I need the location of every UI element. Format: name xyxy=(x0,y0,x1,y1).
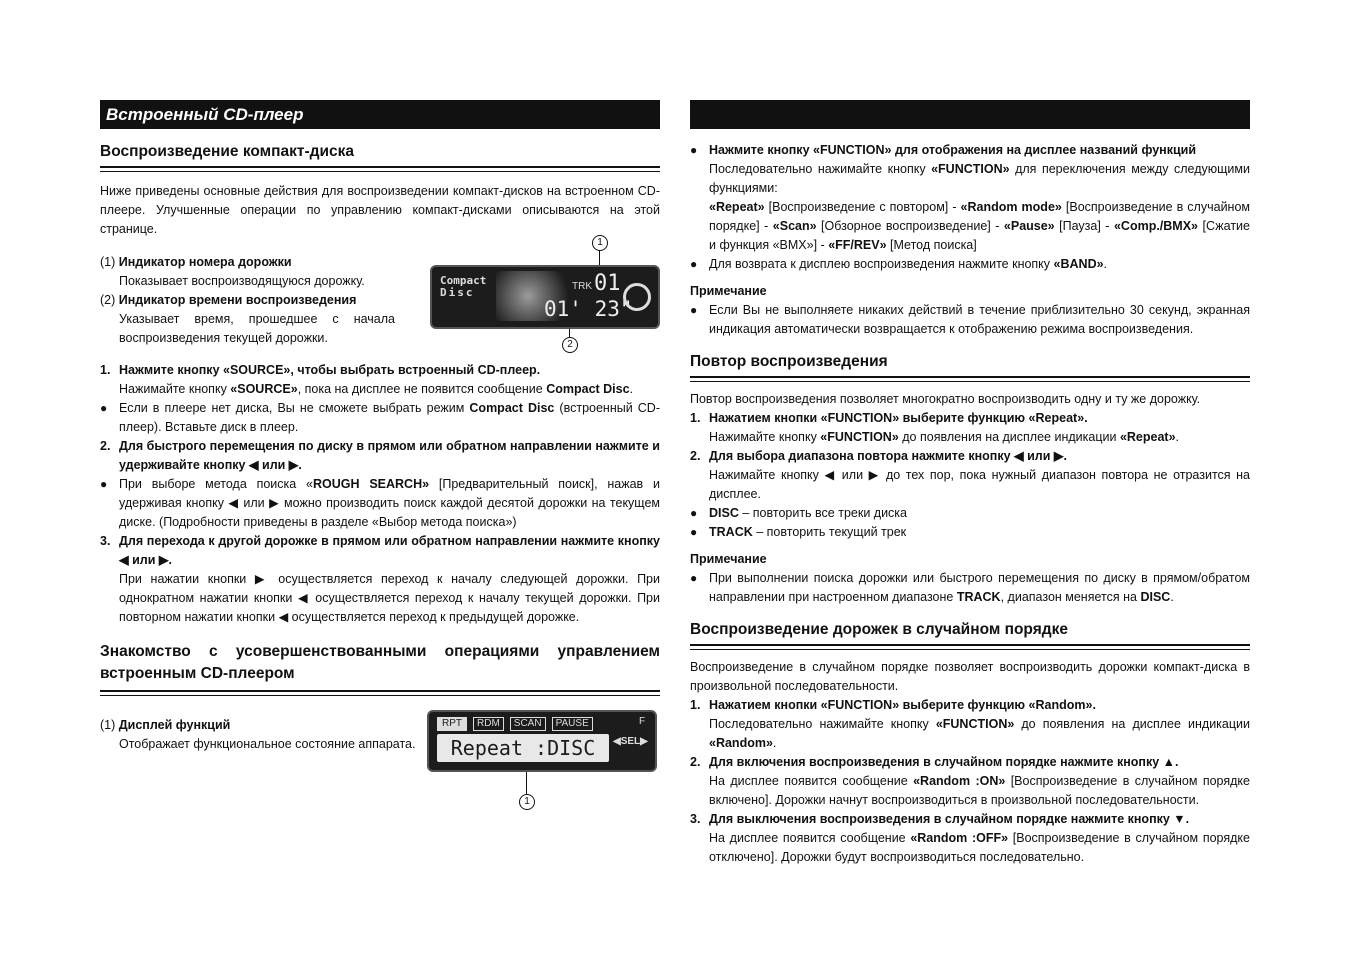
fd-title: Дисплей функций xyxy=(118,718,231,732)
tab-pause: PAUSE xyxy=(552,717,593,731)
random-intro: Воспроизведение в случайном порядке позволяет воспроизводить дорожки компакт-диска в произвольной последовательности. xyxy=(690,660,1250,693)
note-2: ● При выполнении поиска дорожки или быстрого перемещения по диску в прямом/обратом направлении при настроенном диапазоне TRACK, диапазон меняется на DISC. xyxy=(690,571,1250,604)
repeat-intro: Повтор воспроизведения позволяет многократно воспроизводить одну и ту же дорожку. xyxy=(690,392,1201,406)
callout-2-bottom: 2 xyxy=(562,337,578,353)
random-step-2: 2. Для включения воспроизведения в случайном порядке нажмите кнопку ▲. xyxy=(690,755,1179,769)
callout-1-top: 1 xyxy=(592,235,608,251)
repeat-step-2-text: Нажимайте кнопку ◀ или ▶ до тех пор, пока нужный диапазон повтора не отразится на дисплее. xyxy=(709,468,1250,501)
indicator-block xyxy=(100,237,660,355)
section-title-random: Воспроизведение дорожек в случайном порядке xyxy=(690,621,1250,646)
tab-rpt: RPT xyxy=(437,717,467,731)
indicator-1-text: Показывает воспроизводящуюся дорожку. xyxy=(119,274,365,288)
indicator-1-num: (1) xyxy=(100,255,116,269)
step-1: 1. Нажмите кнопку «SOURCE», чтобы выбрать встроенный CD-плеер. xyxy=(100,363,541,377)
repeat-step-1: 1. Нажатием кнопки «FUNCTION» выберите функцию «Repeat». xyxy=(690,411,1088,425)
function-tabs xyxy=(437,717,593,731)
note-1: ● Если Вы не выполняете никаких действий в течение приблизительно 30 секунд, экранная индикация автоматически возвращается к отображению режима воспроизведения. xyxy=(690,303,1250,336)
section-banner: Встроенный CD-плеер xyxy=(100,100,660,129)
random-step-3: 3. Для выключения воспроизведения в случайном порядке нажмите кнопку ▼. xyxy=(690,812,1190,826)
repeat-step-1-text: Нажимайте кнопку «FUNCTION» до появления на дисплее индикации «Repeat». xyxy=(709,430,1180,444)
indicator-2-num: (2) xyxy=(100,293,116,307)
step-1-text: Нажимайте кнопку «SOURCE», пока на дисплее не появится сообщение Compact Disc. xyxy=(119,382,634,396)
section-title-repeat: Повтор воспроизведения xyxy=(690,353,1250,378)
random-step-1-text: Последовательно нажимайте кнопку «FUNCTION» до появления на дисплее индикации «Random». xyxy=(709,717,1250,750)
note-title: Примечание xyxy=(690,284,767,298)
indicator-2-title: Индикатор времени воспроизведения xyxy=(118,293,357,307)
random-step-3-text: На дисплее появится сообщение «Random :OFF» [Воспроизведение в случайном порядке отключено]. Дорожки будут воспроизводиться последовательно. xyxy=(709,831,1250,864)
sel-indicator: ◀SEL▶ xyxy=(613,736,648,747)
step-2: 2. Для быстрого перемещения по диску в прямом или обратном направлении нажмите и удерживайте кнопку ◀ или ▶. xyxy=(100,439,660,472)
intro-paragraph: Ниже приведены основные действия для воспроизведении компакт-дисков на встроенном CD-плеере. Улучшенные операции по управлению компакт-дисками описываются на этой странице. xyxy=(100,184,660,236)
callout-line xyxy=(569,329,570,337)
indicator-1-title: Индикатор номера дорожки xyxy=(118,255,292,269)
function-list: «Repeat» [Воспроизведение с повтором] - «Random mode» [Воспроизведение в случайном порядке] - «Scan» [Обзорное воспроизведение] - «Pause» [Пауза] - «Comp./BMX» [Сжатие и функция «BMX»] - «FF/REV» [Метод поиска] xyxy=(709,200,1250,252)
trk-label: TRK xyxy=(572,281,592,292)
tab-rdm: RDM xyxy=(473,717,504,731)
fd-num: (1) xyxy=(100,718,116,732)
section-banner-right xyxy=(690,100,1250,129)
step-3-text: При нажатии кнопки ▶ осуществляется переход к началу следующей дорожки. При однократном нажатии кнопки ◀ осуществляется переход к началу текущей дорожки. При повторном нажатии кнопки ◀ осуществляется переход к предыдущей дорожке. xyxy=(119,572,660,624)
callout-line xyxy=(599,250,600,266)
function-display-block xyxy=(100,716,660,816)
step-3: 3. Для перехода к другой дорожке в прямом или обратном направлении нажмите кнопку ◀ или ▶. xyxy=(100,534,660,567)
function-main-text: Repeat :DISC xyxy=(437,734,609,762)
indicator-2-text: Указывает время, прошедшее с начала воспроизведения текущей дорожки. xyxy=(119,312,395,345)
function-display xyxy=(427,710,657,772)
indicator-list xyxy=(100,253,395,348)
track-number: 01 xyxy=(594,271,621,296)
bullet-rough-search: ● При выборе метода поиска «ROUGH SEARCH» [Предварительный поиск], нажав и удерживая кнопку ◀ или ▶ можно производить поиск каждой десятой дорожки на текущем диске. (Подробности приведены в разделе «Выбор метода поиска») xyxy=(100,477,660,529)
note-title: Примечание xyxy=(690,552,767,566)
cd-player-display xyxy=(430,265,660,329)
power-logo-icon xyxy=(623,283,651,311)
fd-text: Отображает функциональное состояние аппарата. xyxy=(119,737,416,751)
bullet-no-disc: ● Если в плеере нет диска, Вы не сможете выбрать режим Compact Disc (встроенный CD-плеер). Вставьте диск в плеер. xyxy=(100,401,660,434)
compact-disc-logo: Compact Disc xyxy=(440,274,487,299)
f-indicator: F xyxy=(639,716,646,727)
tab-scan: SCAN xyxy=(510,717,546,731)
random-step-1: 1. Нажатием кнопки «FUNCTION» выберите функцию «Random». xyxy=(690,698,1096,712)
section-title-playback: Воспроизведение компакт-диска xyxy=(100,143,660,168)
bullet-disc: ● DISC – повторить все треки диска xyxy=(690,506,907,520)
bullet-function: ● Нажмите кнопку «FUNCTION» для отображения на дисплее названий функций xyxy=(690,143,1197,157)
random-step-2-text: На дисплее появится сообщение «Random :ON» [Воспроизведение в случайном порядке включено]. Дорожки начнут воспроизводиться в произвольной последовательности. xyxy=(709,774,1250,807)
callout-line xyxy=(526,772,527,794)
playback-time: 01' 23" xyxy=(544,297,633,321)
repeat-step-2: 2. Для выбора диапазона повтора нажмите кнопку ◀ или ▶. xyxy=(690,449,1067,463)
right-column xyxy=(690,100,1250,867)
callout-1-bottom: 1 xyxy=(519,794,535,810)
function-text: Последовательно нажимайте кнопку «FUNCTION» для переключения между следующими функциями: xyxy=(709,162,1250,195)
section-title-advanced: Знакомство с усовершенствованными операциями управлением встроенным CD-плеером xyxy=(100,641,660,692)
left-column xyxy=(100,100,660,816)
bullet-track: ● TRACK – повторить текущий трек xyxy=(690,525,907,539)
bullet-band: ● Для возврата к дисплею воспроизведения нажмите кнопку «BAND». xyxy=(690,257,1108,271)
